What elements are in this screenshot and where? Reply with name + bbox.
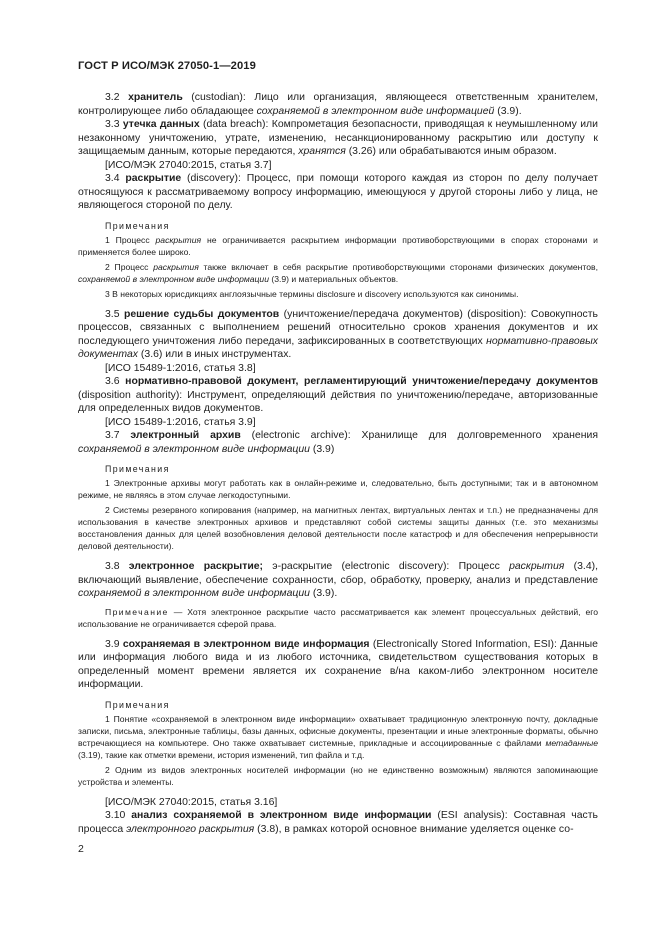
- entry-3-9: 3.9 сохраняемая в электронном виде информация (Electronically Stored Information, ESI): Данные или информация любого вида и из любого источника, свидетельством существования которых в определенный момент времени является их сохранение в/на каком-либо электронном носителе информации.: [78, 638, 598, 690]
- source-reference: [ИСО/МЭК 27040:2015, статья 3.7]: [105, 159, 272, 171]
- entry-3-8: 3.8 электронное раскрытие; э-раскрытие (electronic discovery): Процесс раскрытия (3.4), включающий выявление, обеспечение сохранности, сбор, обработку, проверку, анализ и представление сохраняемой в электронном виде информации (3.9).: [78, 561, 599, 599]
- term: решение судьбы документов: [123, 308, 280, 320]
- note: 1 Электронные архивы могут работать как в онлайн-режиме и, следовательно, быть доступными; так и в автономном режиме, не являясь в этом случае легкодоступными.: [78, 478, 598, 500]
- term: электронное раскрытие;: [128, 561, 264, 572]
- entry-3-6: 3.6 нормативно-правовой документ, регламентирующий уничтожение/передачу документов (disposition authority): Инструмент, определяющий действия по уничтожению/передаче, авторизованные для определенных видов документов.: [78, 376, 598, 414]
- entry-3-5: 3.5 решение судьбы документов (уничтожение/передача документов) (disposition): Совокупность процессов, связанных с выполнением решений относительно сроков хранения документов и их последующего уничтожения либо передачи, зафиксированных в соответствующих нормативно-правовых документах (3.6) или в иных инструментах.: [78, 308, 598, 360]
- source-reference: [ИСО/МЭК 27040:2015, статья 3.16]: [105, 796, 278, 808]
- note: 2 Процесс раскрытия также включает в себя раскрытие противоборствующими сторонами физических документов, сохраняемой в электронном виде информации (3.9) и материальных объектов.: [78, 261, 598, 284]
- note: 2 Системы резервного копирования (например, на магнитных лентах, виртуальных лентах и т.п.) не предназначены для использования в качестве электронных архивов и представляют собой системы защиты данных (т.е. это механизмы восстановления данных для целей возобновления деловой деятельности после катастроф и для обеспечения непрерывности деловой деятельности).: [78, 505, 598, 551]
- term: утечка данных: [122, 119, 200, 130]
- notes-heading: Примечания: [105, 699, 170, 710]
- note: 1 Понятие «сохраняемой в электронном виде информации» охватывает традиционную электронную почту, докладные записки, письма, электронные таблицы, базы данных, офисные документы, презентации и иные электронные форматы, обычно встречающиеся на компьютере. Оно также охватывает системные, прикладные и ассоциированные с файлами метаданные (3.19), такие как отметки времени, история изменений, тип файла и т.д.: [78, 713, 598, 760]
- note: Примечание — Хотя электронное раскрытие часто рассматривается как элемент процессуальных действий, его использование не ограничивается сферой права.: [78, 606, 598, 629]
- term: сохраняемая в электронном виде информация: [122, 638, 370, 650]
- entry-3-7: 3.7 электронный архив (electronic archive): Хранилище для долговременного хранения сохраняемой в электронном виде информации (3.9): [78, 430, 598, 455]
- note: 1 Процесс раскрытия не ограничивается раскрытием информации противоборствующими в спорах сторонами и применяется более широко.: [78, 234, 598, 257]
- entry-3-2: 3.2 хранитель (custodian): Лицо или организация, являющееся ответственным хранителем, контролирующее либо обладающее сохраняемой в электронном виде информацией (3.9).: [78, 92, 598, 117]
- term: нормативно-правовой документ, регламентирующий уничтожение/передачу документов: [125, 376, 598, 387]
- term: электронный архив: [130, 430, 241, 441]
- term: анализ сохраняемой в электронном виде информации: [131, 810, 432, 821]
- term: раскрытие: [125, 173, 182, 184]
- entry-3-3: 3.3 утечка данных (data breach): Компрометация безопасности, приводящая к неумышленному или незаконному уничтожению, утрате, изменению, несанкционированному раскрытию или доступу к защищаемым данным, которые передаются, хранятся (3.26) или обрабатываются иным образом.: [78, 119, 598, 157]
- source-reference: [ИСО 15489-1:2016, статья 3.9]: [105, 416, 256, 428]
- note: 2 Одним из видов электронных носителей информации (но не единственно возможным) являются запоминающие устройства и элементы.: [78, 764, 598, 787]
- entry-3-4: 3.4 раскрытие (discovery): Процесс, при помощи которого каждая из сторон по делу получает относящуюся к рассматриваемому вопросу информацию, имеющуюся у другой стороны либо у лица, не являющегося стороной по делу.: [78, 173, 599, 211]
- term: хранитель: [128, 92, 183, 103]
- notes-heading: Примечания: [105, 464, 170, 474]
- document-header: ГОСТ Р ИСО/МЭК 27050-1—2019: [78, 60, 256, 72]
- notes-heading: Примечания: [105, 220, 170, 231]
- page-number: 2: [78, 843, 84, 855]
- document-body: [78, 91, 598, 836]
- note: 3 В некоторых юрисдикциях англоязычные термины disclosure и discovery используются как синонимы.: [105, 288, 519, 299]
- entry-3-10: 3.10 анализ сохраняемой в электронном виде информации (ESI analysis): Составная часть процесса электронного раскрытия (3.8), в рамках которой основное внимание уделяется оценке со-: [78, 810, 598, 835]
- source-reference: [ИСО 15489-1:2016, статья 3.8]: [105, 362, 256, 374]
- note-label: Примечание: [105, 606, 169, 617]
